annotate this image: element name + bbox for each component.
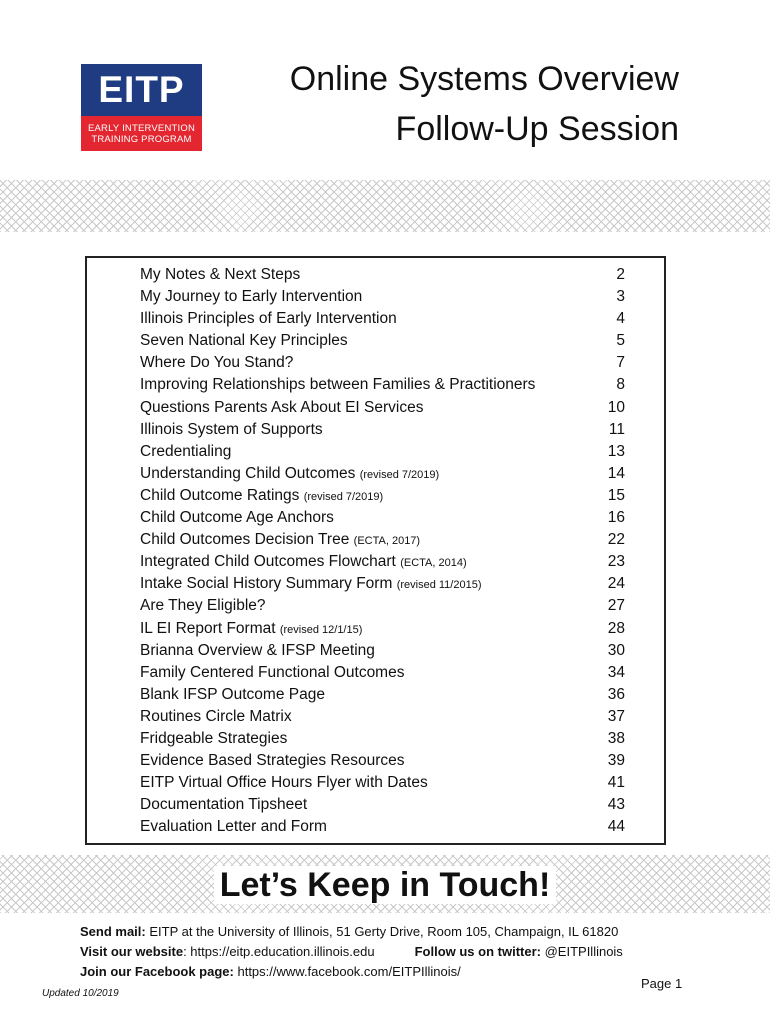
toc-item-note: (ECTA, 2017) [353,535,421,548]
table-of-contents [85,256,666,845]
toc-item-title-text: Credentialing [140,442,232,460]
toc-item [140,684,625,706]
toc-item-page: 24 [607,575,625,593]
toc-item [140,640,625,662]
toc-item-title-text: Fridgeable Strategies [140,729,288,747]
toc-item-title-text: Child Outcomes Decision Tree [140,531,350,549]
toc-list [140,264,625,838]
toc-item-title-text: Illinois System of Supports [140,420,323,438]
mail-address: EITP at the University of Illinois, 51 Gerty Drive, Room 105, Champaign, IL 61820 [145,924,619,939]
contact-facebook-row [80,962,720,982]
toc-item-note: (revised 12/1/15) [279,623,363,636]
toc-item [140,397,625,419]
toc-item [140,507,625,529]
toc-item-page: 5 [616,332,625,350]
toc-item-title-text: Child Outcome Ratings [140,486,300,504]
toc-item-title-text: Evaluation Letter and Form [140,818,327,836]
toc-item-title [140,419,323,441]
toc-item-title [140,794,307,816]
toc-item [140,595,625,617]
facebook-link[interactable]: https://www.facebook.com/EITPIllinois/ [233,964,461,979]
toc-item-title [140,772,428,794]
toc-item-page: 2 [616,266,625,283]
toc-item-page: 10 [607,398,625,416]
toc-item-page: 22 [607,531,625,549]
title-line1: Online Systems Overview [289,60,679,98]
toc-item-title [140,485,383,507]
toc-item-title-text: Illinois Principles of Early Intervention [140,310,397,328]
toc-item [140,662,625,684]
toc-item-page: 8 [616,376,625,394]
toc-item-page: 37 [607,707,625,725]
toc-item-page: 34 [607,663,625,681]
twitter-label: Follow us on twitter: [414,944,541,959]
toc-item-title-text: Routines Circle Matrix [140,707,292,725]
toc-item-title [140,684,325,706]
toc-item [140,794,625,816]
toc-item [140,308,625,330]
toc-item-title [140,706,292,728]
toc-item-title [140,551,467,573]
toc-item [140,419,625,441]
website-label: Visit our website [80,944,184,959]
toc-item-title [140,308,397,330]
toc-item [140,706,625,728]
toc-item [140,529,625,551]
toc-item-title-text: Seven National Key Principles [140,332,348,350]
twitter-handle[interactable]: @EITPIllinois [540,944,623,959]
toc-item [140,772,625,794]
toc-item [140,618,625,640]
toc-item-page: 14 [607,464,625,482]
logo-main-text: EITP [81,64,202,116]
toc-item-note: (revised 11/2015) [396,579,482,592]
toc-item-title-text: My Journey to Early Intervention [140,288,363,306]
toc-item-page: 38 [607,729,625,747]
page-title [290,54,679,154]
toc-item-page: 28 [607,619,625,637]
toc-item-title [140,618,362,640]
toc-item-title-text: Are They Eligible? [140,597,266,615]
decorative-pattern-top [0,180,770,232]
toc-item-page: 30 [607,641,625,659]
toc-item-page: 7 [616,354,625,372]
logo-subtitle-line1: EARLY INTERVENTION [87,122,196,134]
toc-item-title-text: Evidence Based Strategies Resources [140,752,405,770]
toc-item-page: 16 [607,509,625,527]
contact-web-row [80,942,720,962]
contact-mail-row [80,922,720,942]
page-number: Page 1 [641,976,683,991]
toc-item-title [140,728,287,750]
toc-item-page: 11 [608,420,625,438]
toc-item-note: (ECTA, 2014) [400,557,467,570]
toc-item [140,463,625,485]
toc-item [140,264,625,286]
toc-item-title [140,397,423,419]
toc-item-page: 36 [607,685,625,703]
toc-item [140,485,625,507]
toc-item-page: 27 [607,597,625,615]
toc-item-title-text: Brianna Overview & IFSP Meeting [140,641,375,659]
toc-item-title-text: Integrated Child Outcomes Flowchart [140,553,396,571]
toc-item-title-text: Questions Parents Ask About EI Services [140,398,424,416]
toc-item-title [140,330,348,352]
toc-item-page: 15 [607,486,625,504]
toc-item-title [140,595,266,617]
toc-item-title-text: EITP Virtual Office Hours Flyer with Dates [140,774,428,792]
toc-item-title [140,441,231,463]
logo-subtitle-line2: TRAINING PROGRAM [91,133,192,145]
toc-item-note: (revised 7/2019) [303,490,384,503]
toc-item-page: 13 [607,442,625,460]
toc-item-title [140,352,293,374]
toc-item [140,286,625,308]
toc-item-title [140,463,439,485]
toc-item [140,374,625,396]
toc-item-title [140,286,362,308]
toc-item-title-text: Improving Relationships between Families & Practitioners [140,376,536,394]
toc-item-title [140,640,375,662]
toc-item-note: (revised 7/2019) [359,468,440,481]
keep-in-touch-text: Let’s Keep in Touch! [214,866,557,904]
toc-item-title-text: Blank IFSP Outcome Page [140,685,325,703]
toc-item-page: 41 [607,774,625,792]
updated-date: Updated 10/2019 [42,988,119,999]
toc-item [140,816,625,838]
toc-item-page: 23 [607,553,625,571]
toc-item [140,551,625,573]
toc-item-title [140,529,420,551]
toc-item-page: 4 [616,310,625,328]
toc-item-title [140,507,334,529]
toc-item-title [140,750,405,772]
toc-item-title-text: Child Outcome Age Anchors [140,509,334,527]
mail-label: Send mail: [80,924,146,939]
toc-item-title [140,374,535,396]
toc-item [140,728,625,750]
toc-item-title [140,573,481,595]
toc-item-page: 39 [607,752,625,770]
toc-item [140,750,625,772]
website-link[interactable]: : https://eitp.education.illinois.edu [183,944,375,959]
toc-item-title-text: Documentation Tipsheet [140,796,308,814]
toc-item-title-text: Family Centered Functional Outcomes [140,663,405,681]
toc-item [140,573,625,595]
eitp-logo [81,64,202,151]
toc-item-title [140,662,404,684]
toc-item-title-text: Understanding Child Outcomes [140,464,356,482]
toc-item-title-text: My Notes & Next Steps [140,266,301,283]
toc-item-page: 44 [607,818,625,836]
toc-item-page: 43 [607,796,625,814]
toc-item-title-text: Where Do You Stand? [140,354,294,372]
facebook-label: Join our Facebook page: [80,964,234,979]
title-line2: Follow-Up Session [395,110,679,148]
toc-item [140,330,625,352]
contact-info [80,922,720,982]
logo-subtitle [81,116,202,151]
toc-item-title [140,264,300,286]
toc-item-title [140,816,327,838]
toc-item-title-text: IL EI Report Format [140,619,276,637]
toc-item-title-text: Intake Social History Summary Form [140,575,393,593]
keep-in-touch-heading [0,862,770,908]
toc-item [140,352,625,374]
toc-item-page: 3 [616,288,625,306]
toc-item [140,441,625,463]
